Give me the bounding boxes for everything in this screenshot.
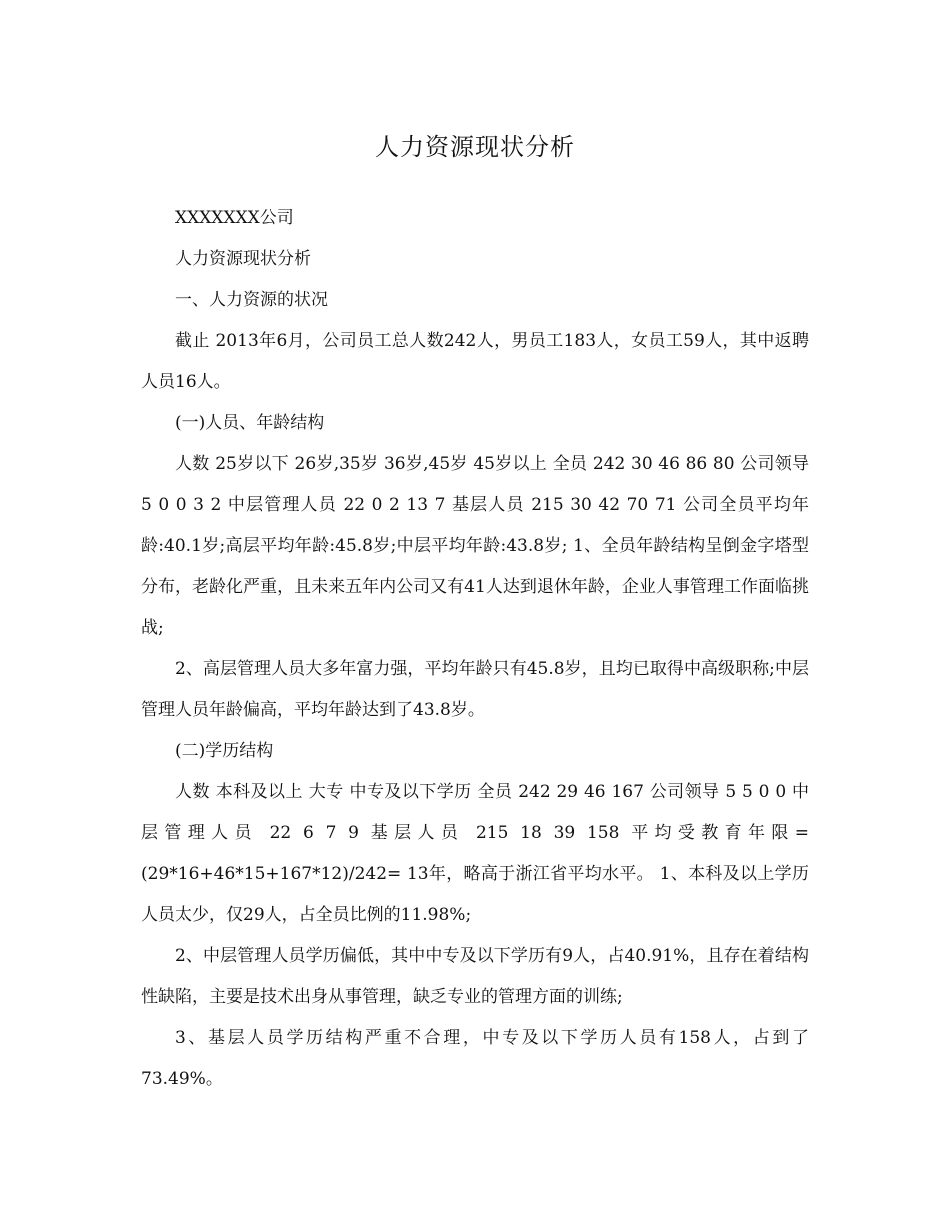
subtitle: 人力资源现状分析 (175, 249, 311, 269)
subsection-heading-age: (一)人员、年龄结构 (175, 413, 325, 433)
section-heading-1: 一、人力资源的状况 (175, 290, 328, 310)
paragraph-base-staff-education: 3、基层人员学历结构严重不合理，中专及以下学历人员有158人，占到了73.49%。 (141, 1028, 809, 1089)
document-body (141, 198, 809, 1100)
paragraph-middle-management-education: 2、中层管理人员学历偏低，其中中专及以下学历有9人，占40.91%，且存在着结构性缺陷，主要是技术出身从事管理，缺乏专业的管理方面的训练; (141, 946, 809, 1007)
company-name: XXXXXXX公司 (175, 208, 294, 228)
paragraph-staff-summary: 截止 2013年6月，公司员工总人数242人，男员工183人，女员工59人，其中返聘人员16人。 (141, 331, 809, 392)
paragraph-senior-management: 2、高层管理人员大多年富力强，平均年龄只有45.8岁，且均已取得中高级职称;中层管理人员年龄偏高，平均年龄达到了43.8岁。 (141, 659, 809, 720)
subsection-heading-education: (二)学历结构 (175, 741, 274, 761)
paragraph-age-structure: 人数 25岁以下 26岁,35岁 36岁,45岁 45岁以上 全员 242 30 46 86 80 公司领导 5 0 0 3 2 中层管理人员 22 0 2 13 7 基层人员 215 30 42 70 71 公司全员平均年龄:40.1岁;高层平均年龄:45.8岁;中层平均年龄:43.8岁; 1、全员年龄结构呈倒金字塔型分布，老龄化严重，且未来五年内公司又有41人达到退休年龄，企业人事管理工作面临挑战; (141, 454, 809, 638)
document-title: 人力资源现状分析 (375, 133, 575, 161)
paragraph-education-structure: 人数 本科及以上 大专 中专及以下学历 全员 242 29 46 167 公司领导 5 5 0 0 中层管理人员 22 6 7 9 基层人员 215 18 39 158 平均受教育年限=(29*16+46*15+167*12)/242= 13年，略高于浙江省平均水平。 1、本科及以上学历人员太少，仅29人，占全员比例的11.98%; (141, 782, 809, 925)
